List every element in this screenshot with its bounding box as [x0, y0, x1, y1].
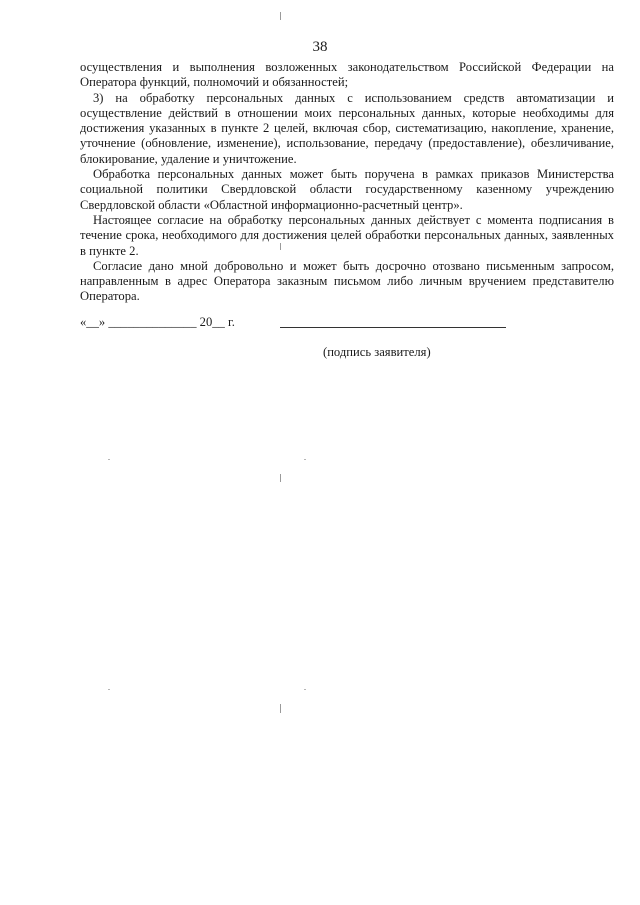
scan-artifact	[304, 689, 306, 690]
scan-artifact	[280, 474, 281, 482]
scan-artifact	[280, 243, 281, 250]
page-number: 38	[312, 39, 328, 55]
date-line: «__» ______________ 20__ г.	[80, 315, 235, 329]
scan-artifact	[108, 459, 110, 460]
scan-artifact	[280, 704, 281, 713]
signature-caption: (подпись заявителя)	[323, 345, 431, 359]
scan-artifact	[108, 689, 110, 690]
paragraph-consent-withdrawal: Согласие дано мной добровольно и может быть досрочно отозвано письменным запросом, направленным в адрес Оператора заказным письмом либо личным вручением представителю Оператора.	[80, 258, 614, 304]
scan-artifact	[280, 12, 281, 20]
paragraph-continuation: осуществления и выполнения возложенных законодательством Российской Федерации на Оператора функций, полномочий и обязанностей;	[80, 60, 614, 90]
signature-line	[280, 327, 506, 328]
scan-artifact	[304, 459, 306, 460]
paragraph-processing-assignment: Обработка персональных данных может быть поручена в рамках приказов Министерства социальной политики Свердловской области государственному казенному учреждению Свердловской области «Областной информационно-расчетный центр».	[80, 167, 614, 212]
paragraph-consent-term: Настоящее согласие на обработку персональных данных действует с момента подписания в течение срока, необходимого для достижения целей обработки персональных данных, заявленных в пункте 2.	[80, 212, 614, 258]
consent-text-body	[80, 60, 614, 305]
paragraph-item-3: 3) на обработку персональных данных с использованием средств автоматизации и осуществление действий в отношении моих персональных данных, которые необходимы для достижения указанных в пункте 2 целей, включая сбор, систематизацию, накопление, хранение, уточнение (обновление, изменение), использование, передачу (предоставление), обезличивание, блокирование, удаление и уничтожение.	[80, 90, 614, 166]
